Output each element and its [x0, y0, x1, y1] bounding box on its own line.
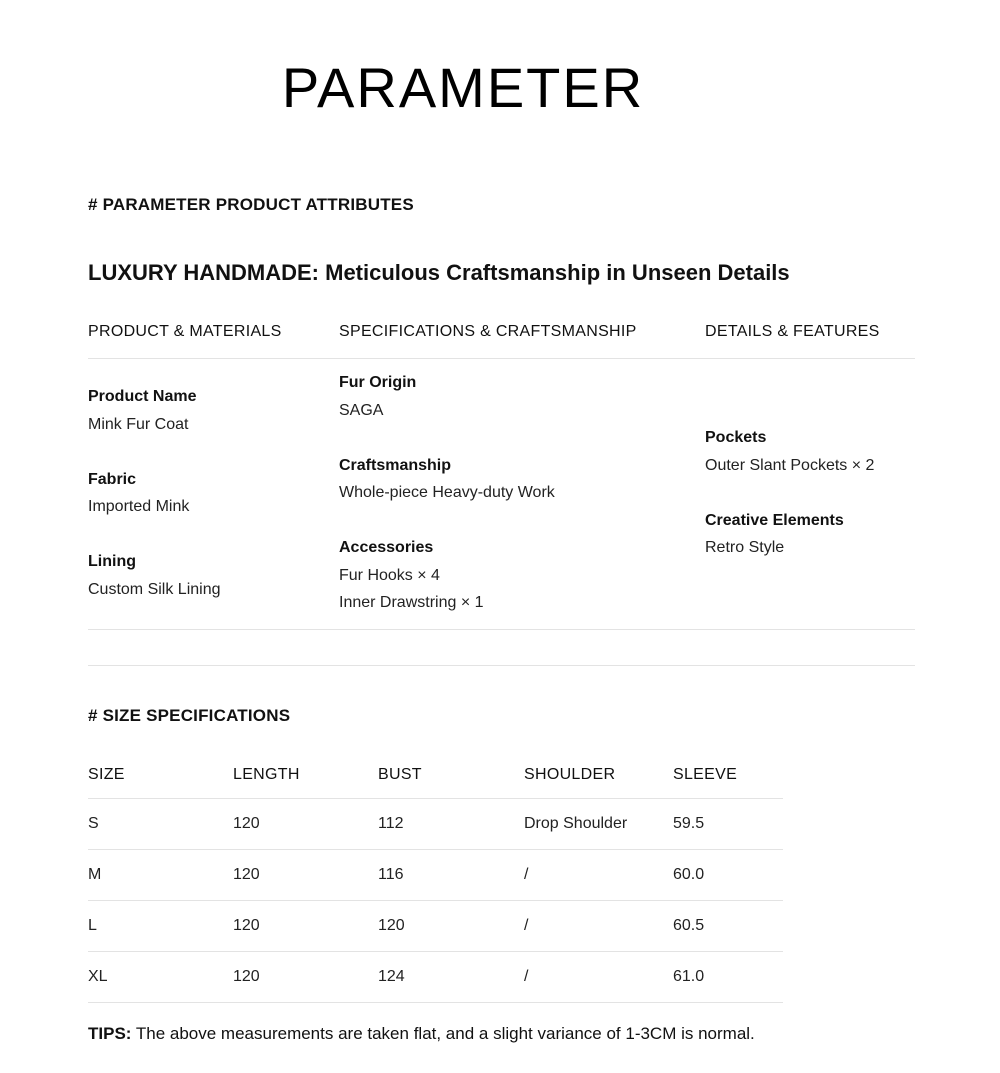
- attributes-bottom-divider: [88, 629, 915, 630]
- length-cell: 120: [233, 850, 378, 901]
- attr-value-fabric: Imported Mink: [88, 498, 190, 515]
- attributes-subtitle: LUXURY HANDMADE: Meticulous Craftsmanship in Unseen Details: [88, 260, 790, 285]
- shoulder-cell: /: [524, 901, 673, 952]
- attr-value-accessories-2: Inner Drawstring × 1: [339, 594, 484, 611]
- length-cell: 120: [233, 901, 378, 952]
- attr-label-accessories: Accessories: [339, 539, 434, 556]
- column-header-specifications: SPECIFICATIONS & CRAFTSMANSHIP: [339, 323, 637, 340]
- attr-value-fur-origin: SAGA: [339, 402, 384, 419]
- shoulder-cell: Drop Shoulder: [524, 799, 673, 850]
- attr-value-product-name: Mink Fur Coat: [88, 416, 189, 433]
- bust-cell: 116: [378, 850, 524, 901]
- attr-label-fabric: Fabric: [88, 471, 137, 488]
- attr-label-product-name: Product Name: [88, 388, 197, 405]
- size-cell: L: [88, 901, 233, 952]
- sleeve-cell: 59.5: [673, 799, 783, 850]
- size-section-heading: # SIZE SPECIFICATIONS: [88, 706, 291, 725]
- attr-label-craftsmanship: Craftsmanship: [339, 457, 452, 474]
- bust-col-header: BUST: [378, 752, 524, 799]
- size-cell: M: [88, 850, 233, 901]
- shoulder-cell: /: [524, 850, 673, 901]
- table-row: [88, 901, 783, 952]
- attr-value-accessories-1: Fur Hooks × 4: [339, 567, 440, 584]
- size-cell: S: [88, 799, 233, 850]
- table-row: [88, 799, 783, 850]
- bust-cell: 120: [378, 901, 524, 952]
- tips-note: [88, 1024, 755, 1044]
- length-cell: 120: [233, 799, 378, 850]
- length-cell: 120: [233, 952, 378, 1003]
- table-row: [88, 952, 783, 1003]
- size-table-header-row: [88, 752, 783, 799]
- attr-label-creative-elements: Creative Elements: [705, 512, 844, 529]
- header-divider: [88, 358, 915, 359]
- page-title: PARAMETER: [281, 56, 645, 119]
- sleeve-cell: 60.5: [673, 901, 783, 952]
- table-row: [88, 850, 783, 901]
- column-header-product-materials: PRODUCT & MATERIALS: [88, 323, 282, 340]
- bust-cell: 124: [378, 952, 524, 1003]
- attr-value-pockets: Outer Slant Pockets × 2: [705, 457, 875, 474]
- size-cell: XL: [88, 952, 233, 1003]
- sleeve-cell: 61.0: [673, 952, 783, 1003]
- size-col-header: SIZE: [88, 752, 233, 799]
- attr-value-lining: Custom Silk Lining: [88, 581, 221, 598]
- attr-label-pockets: Pockets: [705, 429, 767, 446]
- tips-text: The above measurements are taken flat, and a slight variance of 1-3CM is normal.: [131, 1024, 755, 1043]
- bust-cell: 112: [378, 799, 524, 850]
- column-header-details: DETAILS & FEATURES: [705, 323, 880, 340]
- length-col-header: LENGTH: [233, 752, 378, 799]
- sleeve-col-header: SLEEVE: [673, 752, 783, 799]
- attr-label-fur-origin: Fur Origin: [339, 374, 417, 391]
- attr-value-creative-elements: Retro Style: [705, 539, 785, 556]
- sleeve-cell: 60.0: [673, 850, 783, 901]
- attributes-section-heading: # PARAMETER PRODUCT ATTRIBUTES: [88, 195, 414, 214]
- shoulder-cell: /: [524, 952, 673, 1003]
- attr-value-craftsmanship: Whole-piece Heavy-duty Work: [339, 484, 555, 501]
- shoulder-col-header: SHOULDER: [524, 752, 673, 799]
- attr-label-lining: Lining: [88, 553, 136, 570]
- section-divider: [88, 665, 915, 666]
- tips-label: TIPS:: [88, 1024, 132, 1043]
- size-table: [88, 752, 783, 1003]
